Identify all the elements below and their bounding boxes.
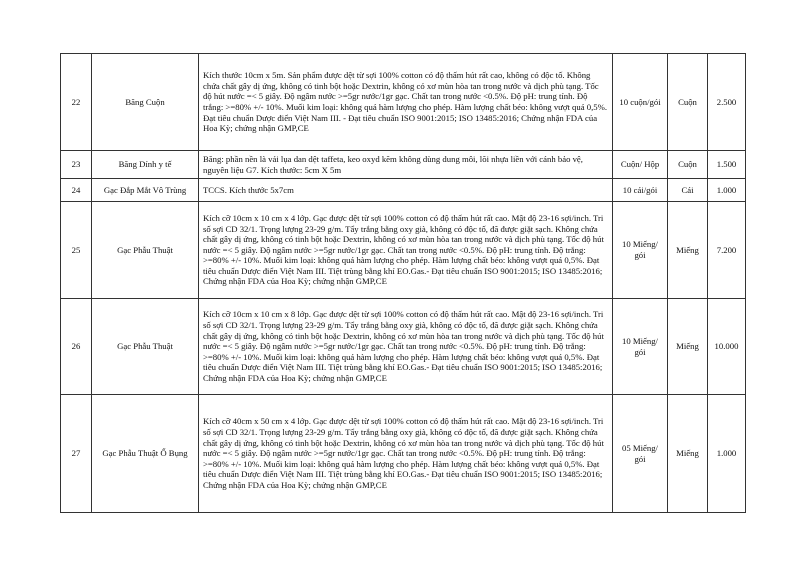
product-name: Băng Cuộn [92,54,199,151]
quantity: 10.000 [708,299,746,395]
product-description: TCCS. Kích thước 5x7cm [199,179,613,202]
quantity: 1.500 [708,151,746,179]
row-number: 23 [61,151,92,179]
table-row [61,202,746,299]
packaging: Cuộn/ Hộp [613,151,668,179]
quantity: 2.500 [708,54,746,151]
packaging: 10 Miếng/ gói [613,202,668,299]
table-row [61,54,746,151]
unit: Miếng [668,299,708,395]
product-description: Kích thước 10cm x 5m. Sản phẩm được dệt từ sợi 100% cotton có độ thấm hút rất cao, không có độc tố. Không chứa chất gây dị ứng, không có tinh bột hoặc Dextrin, không có xơ mùn hòa tan trong nước và dịch phù tạng. Tốc độ hút nước =< 5 giây. Độ ngâm nước >=5gr nước/1gr gạc. Chất tan trong nước <0.5%. Độ pH: trung tính. Độ trắng: >=80% +/- 10%. Muối kim loại: không quá hàm lượng cho phép. Hàm lượng chất béo: không vượt quá 0,5%. Đạt tiêu chuẩn Dược điển Việt Nam III. - Đạt tiêu chuẩn ISO 9001:2015; ISO 13485:2016; Chứng nhận FDA của Hoa Kỳ; chứng nhận GMP,CE [199,54,613,151]
row-number: 22 [61,54,92,151]
table-row [61,395,746,513]
product-name: Băng Dính y tế [92,151,199,179]
unit: Cuộn [668,54,708,151]
unit: Cuộn [668,151,708,179]
product-name: Gạc Đắp Mắt Vô Trùng [92,179,199,202]
packaging: 10 cái/gói [613,179,668,202]
packaging: 05 Miếng/ gói [613,395,668,513]
product-name: Gạc Phẫu Thuật Ổ Bụng [92,395,199,513]
unit: Miếng [668,395,708,513]
quantity: 1.000 [708,395,746,513]
product-name: Gạc Phẫu Thuật [92,299,199,395]
product-description: Kích cỡ 10cm x 10 cm x 8 lớp. Gạc được dệt từ sợi 100% cotton có độ thấm hút rất cao. Mật độ 23-16 sợi/inch. Tri số sợi CD 32/1. Trọng lượng 23-29 g/m. Tẩy trắng bằng oxy già, không có độc tố, đã được giặt sạch. Không chứa chất gây dị ứng, không có tinh bột hoặc Dextrin, không có xơ mùn hòa tan trong nước và dịch phù tạng. Tốc độ hút nước =< 5 giây. Độ ngâm nước >=5gr nước/1gr gạc. Chất tan trong nước <0.5%. Độ pH: trung tính. Độ trắng: >=80% +/- 10%. Muối kim loại: không quá hàm lượng cho phép. Hàm lượng chất béo: không vượt quá 0,5%. Đạt tiêu chuẩn Dược điển Việt Nam III. Tiệt trùng bằng khí EO.Gas.- Đạt tiêu chuẩn ISO 9001:2015; ISO 13485:2016; Chứng nhận FDA của Hoa Kỳ; chứng nhận GMP,CE [199,299,613,395]
table-row [61,179,746,202]
packaging: 10 cuộn/gói [613,54,668,151]
row-number: 25 [61,202,92,299]
row-number: 24 [61,179,92,202]
quantity: 1.000 [708,179,746,202]
product-name: Gạc Phẫu Thuật [92,202,199,299]
product-description: Băng: phần nền là vải lụa dan dệt taffeta, keo oxyd kẽm không dùng dung môi, lõi nhựa liền với cánh bảo vệ, nguyên liệu G7. Kích thước: 5cm X 5m [199,151,613,179]
packaging: 10 Miếng/ gói [613,299,668,395]
product-spec-table [60,53,746,513]
unit: Cái [668,179,708,202]
row-number: 27 [61,395,92,513]
product-description: Kích cỡ 40cm x 50 cm x 4 lớp. Gạc được dệt từ sợi 100% cotton có độ thấm hút rất cao. Mật độ 23-16 sợi/inch. Tri số sợi CD 32/1. Trọng lượng 23-29 g/m. Tẩy trắng bằng oxy già, không có độc tố, đã được giặt sạch. Không chứa chất gây dị ứng, không có tinh bột hoặc Dextrin, không có xơ mùn hòa tan trong nước và dịch phù tạng. Tốc độ hút nước =< 5 giây. Độ ngâm nước >=5gr nước/1gr gạc. Chất tan trong nước <0.5%. Độ pH: trung tính. Độ trắng: >=80% +/- 10%. Muối kim loại: không quá hàm lượng cho phép. Hàm lượng chất béo: không vượt quá 0,5%. Đạt tiêu chuẩn Dược điển Việt Nam III. Tiệt trùng bằng khí EO.Gas.- Đạt tiêu chuẩn ISO 9001:2015; ISO 13485:2016; Chứng nhận FDA của Hoa Kỳ; chứng nhận GMP,CE [199,395,613,513]
table-row [61,151,746,179]
row-number: 26 [61,299,92,395]
table-row [61,299,746,395]
product-description: Kích cỡ 10cm x 10 cm x 4 lớp. Gạc được dệt từ sợi 100% cotton có độ thấm hút rất cao. Mật độ 23-16 sợi/inch. Tri số sợi CD 32/1. Trọng lượng 23-29 g/m. Tẩy trắng bằng oxy già, không có độc tố, đã được giặt sạch. Không chứa chất gây dị ứng, không có tinh bột hoặc Dextrin, không có xơ mùn hòa tan trong nước và dịch phù tạng. Tốc độ hút nước =< 5 giây. Độ ngâm nước >=5gr nước/1gr gạc. Chất tan trong nước <0.5%. Độ pH: trung tính. Độ trắng: >=80% +/- 10%. Muối kim loại: không quá hàm lượng cho phép. Hàm lượng chất béo: không vượt quá 0,5%. Đạt tiêu chuẩn Dược điển Việt Nam III. Tiệt trùng bằng khí EO.Gas.- Đạt tiêu chuẩn ISO 9001:2015; ISO 13485:2016; Chứng nhận FDA của Hoa Kỳ; chứng nhận GMP,CE [199,202,613,299]
unit: Miếng [668,202,708,299]
quantity: 7.200 [708,202,746,299]
